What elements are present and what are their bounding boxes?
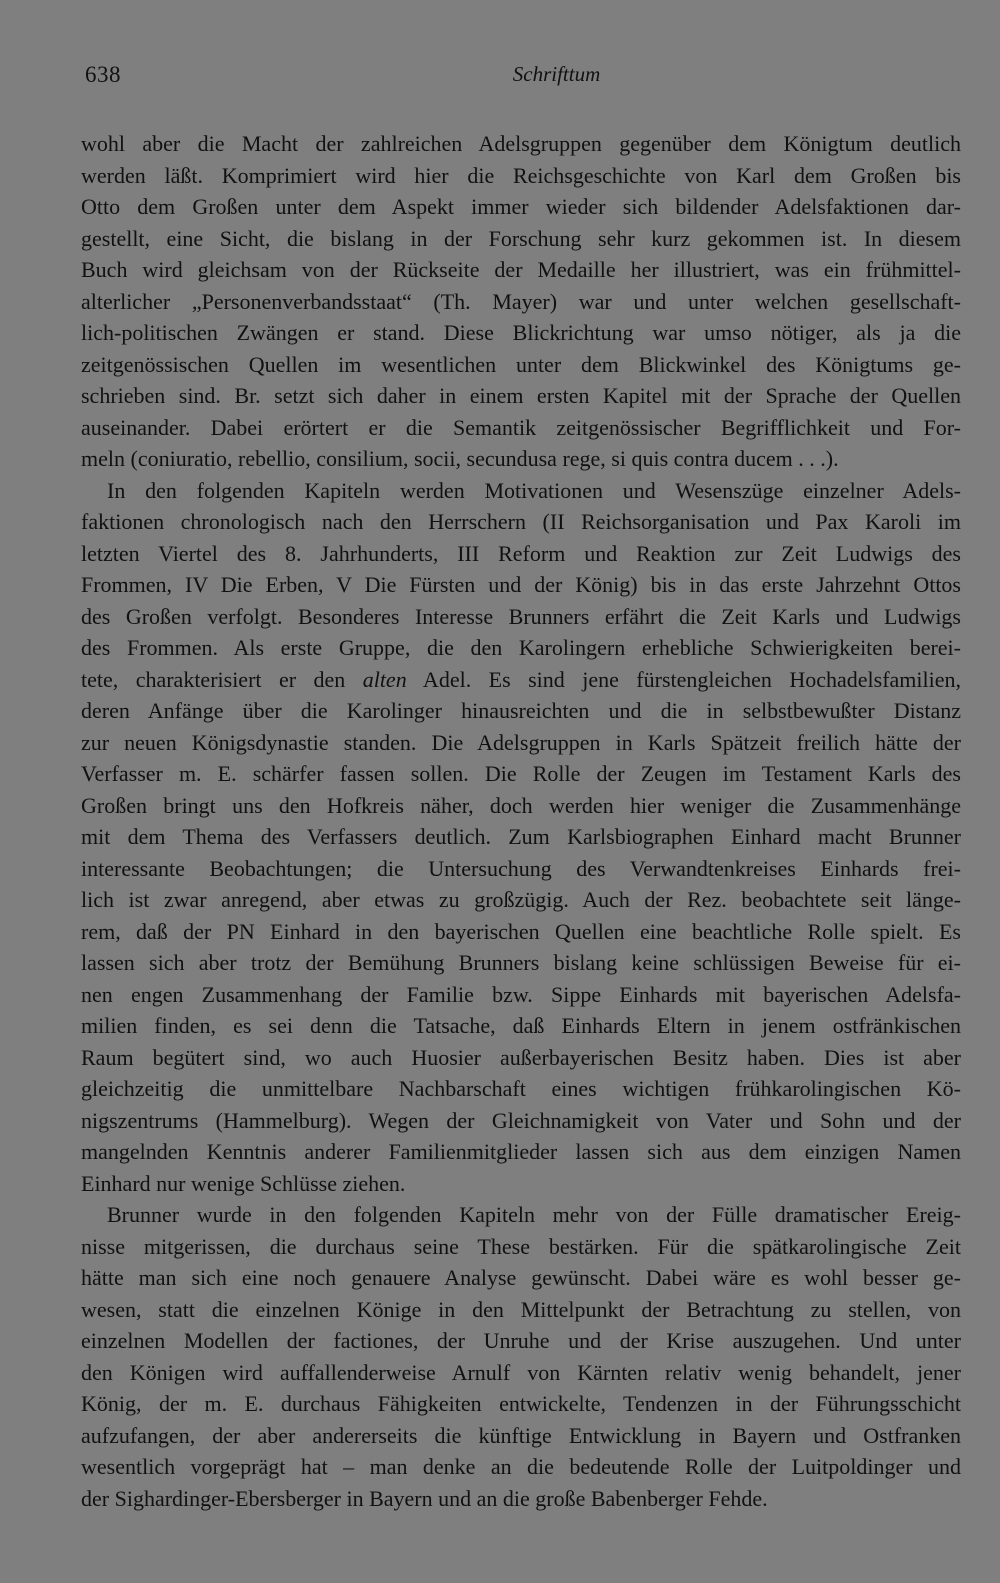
text-line: mangelnden Kenntnis anderer Familienmitglieder lassen sich aus dem einzigen Namen — [81, 1139, 961, 1164]
text-line: interessante Beobachtungen; die Untersuchung des Verwandtenkreises Einhards frei- — [81, 855, 961, 881]
body-text — [81, 128, 961, 1514]
text-line: mit dem Thema des Verfassers deutlich. Zum Karlsbiographen Einhard macht Brunner — [81, 824, 961, 849]
text-line: wesen, statt die einzelnen Könige in den Mittelpunkt der Betrachtung zu stellen, von — [81, 1296, 961, 1322]
text-line: Verfasser m. E. schärfer fassen sollen. Die Rolle der Zeugen im Testament Karls des — [81, 761, 961, 786]
text-line: schrieben sind. Br. setzt sich daher in einem ersten Kapitel mit der Sprache der Quellen — [81, 383, 961, 408]
page-number: 638 — [85, 62, 121, 87]
text-line: meln (coniuratio, rebellio, consilium, socii, secundusa rege, si quis contra ducem . . .). — [81, 446, 839, 471]
text-line: Buch wird gleichsam von der Rückseite der Medaille her illustriert, was ein frühmittel- — [81, 257, 961, 282]
text-line: gleichzeitig die unmittelbare Nachbarschaft eines wichtigen frühkarolingischen Kö- — [81, 1076, 961, 1101]
text-line: Raum begütert sind, wo auch Huosier außerbayerischen Besitz haben. Dies ist aber — [81, 1044, 961, 1070]
text-line: In den folgenden Kapiteln werden Motivationen und Wesenszüge einzelner Adels- — [107, 477, 961, 503]
text-line: Einhard nur wenige Schlüsse ziehen. — [81, 1170, 406, 1196]
text-line: Großen bringt uns den Hofkreis näher, doch werden hier weniger die Zusammenhänge — [81, 792, 961, 818]
text-line: König, der m. E. durchaus Fähigkeiten entwickelte, Tendenzen in der Führungsschicht — [81, 1391, 961, 1416]
text-line: des Großen verfolgt. Besonderes Interesse Brunners erfährt die Zeit Karls und Ludwigs — [81, 603, 961, 629]
text-line: alterlicher „Personenverbandsstaat“ (Th. Mayer) war und unter welchen gesellschaft- — [81, 288, 961, 314]
text-line: lich ist zwar anregend, aber etwas zu großzügig. Auch der Rez. beobachtete seit länge- — [81, 887, 961, 912]
text-line: deren Anfänge über die Karolinger hinausreichten und die in selbstbewußter Distanz — [81, 698, 961, 723]
text-line: nen engen Zusammenhang der Familie bzw. Sippe Einhards mit bayerischen Adelsfa- — [81, 981, 961, 1007]
text-line: gestellt, eine Sicht, die bislang in der Forschung sehr kurz gekommen ist. In diesem — [81, 225, 961, 251]
text-line: tete, charakterisiert er den alten Adel. Es sind jene fürstengleichen Hochadelsfamilien, — [81, 666, 962, 692]
text-line: der Sighardinger-Ebersberger in Bayern und an die große Babenberger Fehde. — [81, 1485, 768, 1511]
text-line: faktionen chronologisch nach den Herrschern (II Reichsorganisation und Pax Karoli im — [81, 509, 961, 534]
text-line: Frommen, IV Die Erben, V Die Fürsten und der König) bis in das erste Jahrzehnt Ottos — [81, 572, 961, 597]
text-line: zeitgenössischen Quellen im wesentlichen unter dem Blickwinkel des Königtums ge- — [81, 351, 961, 377]
text-line: einzelnen Modellen der factiones, der Unruhe und der Krise auszugehen. Und unter — [81, 1328, 961, 1353]
text-line: den Königen wird auffallenderweise Arnulf von Kärnten relativ wenig behandelt, jener — [81, 1359, 961, 1385]
text-line: hätte man sich eine noch genauere Analyse gewünscht. Dabei wäre es wohl besser ge- — [81, 1265, 961, 1290]
text-line: Otto dem Großen unter dem Aspekt immer wieder sich bildender Adelsfaktionen dar- — [81, 194, 961, 219]
italic-word: alten — [362, 666, 407, 692]
text-line: lich-politischen Zwängen er stand. Diese Blickrichtung war umso nötiger, als ja die — [81, 320, 961, 345]
text-line: letzten Viertel des 8. Jahrhunderts, III Reform und Reaktion zur Zeit Ludwigs des — [81, 540, 961, 566]
text-line: Brunner wurde in den folgenden Kapiteln mehr von der Fülle dramatischer Ereig- — [107, 1202, 961, 1227]
text-line: auseinander. Dabei erörtert er die Semantik zeitgenössischer Begrifflichkeit und For- — [81, 414, 961, 440]
text-line: rem, daß der PN Einhard in den bayerischen Quellen eine beachtliche Rolle spielt. Es — [81, 918, 961, 944]
text-line: aufzufangen, der aber andererseits die künftige Entwicklung in Bayern und Ostfranken — [81, 1422, 961, 1448]
text-line: nisse mitgerissen, die durchaus seine These bestärken. Für die spätkarolingische Zeit — [81, 1233, 961, 1259]
text-line: nigszentrums (Hammelburg). Wegen der Gleichnamigkeit von Vater und Sohn und der — [81, 1107, 961, 1133]
page-header — [85, 62, 960, 96]
text-line: lassen sich aber trotz der Bemühung Brunners bislang keine schlüssigen Beweise für ei- — [81, 950, 961, 975]
running-head: Schrifttum — [512, 62, 601, 86]
text-line: milien finden, es sei denn die Tatsache, daß Einhards Eltern in jenem ostfränkischen — [81, 1013, 961, 1038]
text-line: zur neuen Königsdynastie standen. Die Adelsgruppen in Karls Spätzeit freilich hätte der — [81, 729, 961, 755]
text-line: des Frommen. Als erste Gruppe, die den Karolingern erhebliche Schwierigkeiten berei- — [81, 635, 961, 660]
text-line: wesentlich vorgeprägt hat – man denke an die bedeutende Rolle der Luitpoldinger und — [81, 1454, 961, 1479]
text-line: wohl aber die Macht der zahlreichen Adelsgruppen gegenüber dem Königtum deutlich — [81, 131, 961, 156]
text-line: werden läßt. Komprimiert wird hier die Reichsgeschichte von Karl dem Großen bis — [81, 162, 961, 188]
